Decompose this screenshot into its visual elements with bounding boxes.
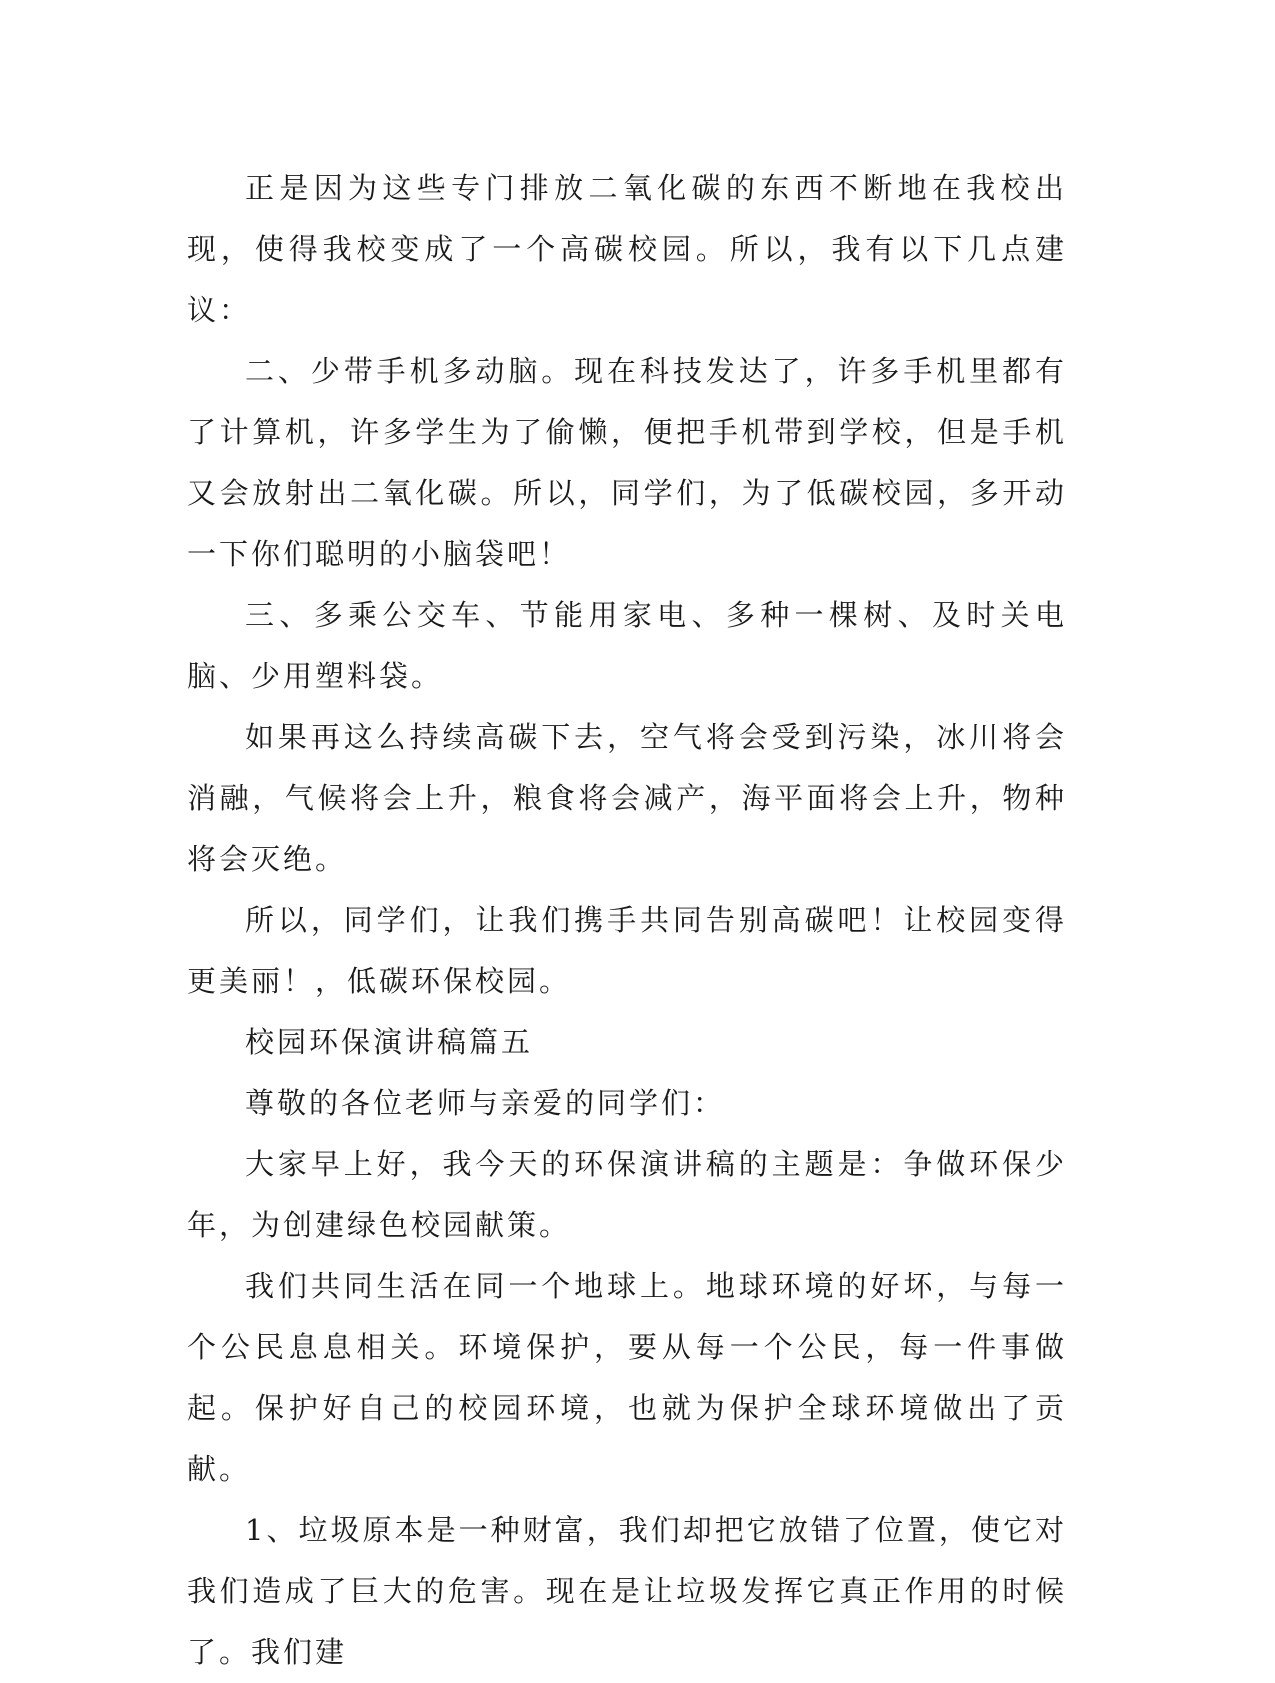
paragraph-garbage-point-one: 1、垃圾原本是一种财富，我们却把它放错了位置，使它对我们造成了巨大的危害。现在是让垃圾发挥它真正作用的时候了。我们建 <box>187 1513 1067 1669</box>
document-body <box>187 158 1067 1683</box>
paragraph-suggestion-two: 二、少带手机多动脑。现在科技发达了，许多手机里都有了计算机，许多学生为了偷懒，便把手机带到学校，但是手机又会放射出二氧化碳。所以，同学们，为了低碳校园，多开动一下你们聪明的小脑袋吧！ <box>187 354 1067 571</box>
paragraph-call-to-action: 所以，同学们，让我们携手共同告别高碳吧！让校园变得更美丽！，低碳环保校园。 <box>187 903 1067 998</box>
paragraph-consequences: 如果再这么持续高碳下去，空气将会受到污染，冰川将会消融，气候将会上升，粮食将会减产，海平面将会上升，物种将会灭绝。 <box>187 720 1067 876</box>
paragraph-suggestion-three: 三、多乘公交车、节能用家电、多种一棵树、及时关电脑、少用塑料袋。 <box>187 598 1067 693</box>
paragraph-greeting-theme: 大家早上好，我今天的环保演讲稿的主题是：争做环保少年，为创建绿色校园献策。 <box>187 1147 1067 1242</box>
salutation: 尊敬的各位老师与亲爱的同学们： <box>245 1086 726 1120</box>
paragraph-high-carbon-campus: 正是因为这些专门排放二氧化碳的东西不断地在我校出现，使得我校变成了一个高碳校园。所以，我有以下几点建议： <box>187 171 1067 327</box>
section-heading: 校园环保演讲稿篇五 <box>245 1025 534 1059</box>
paragraph-shared-earth: 我们共同生活在同一个地球上。地球环境的好坏，与每一个公民息息相关。环境保护，要从每一个公民，每一件事做起。保护好自己的校园环境，也就为保护全球环境做出了贡献。 <box>187 1269 1067 1486</box>
